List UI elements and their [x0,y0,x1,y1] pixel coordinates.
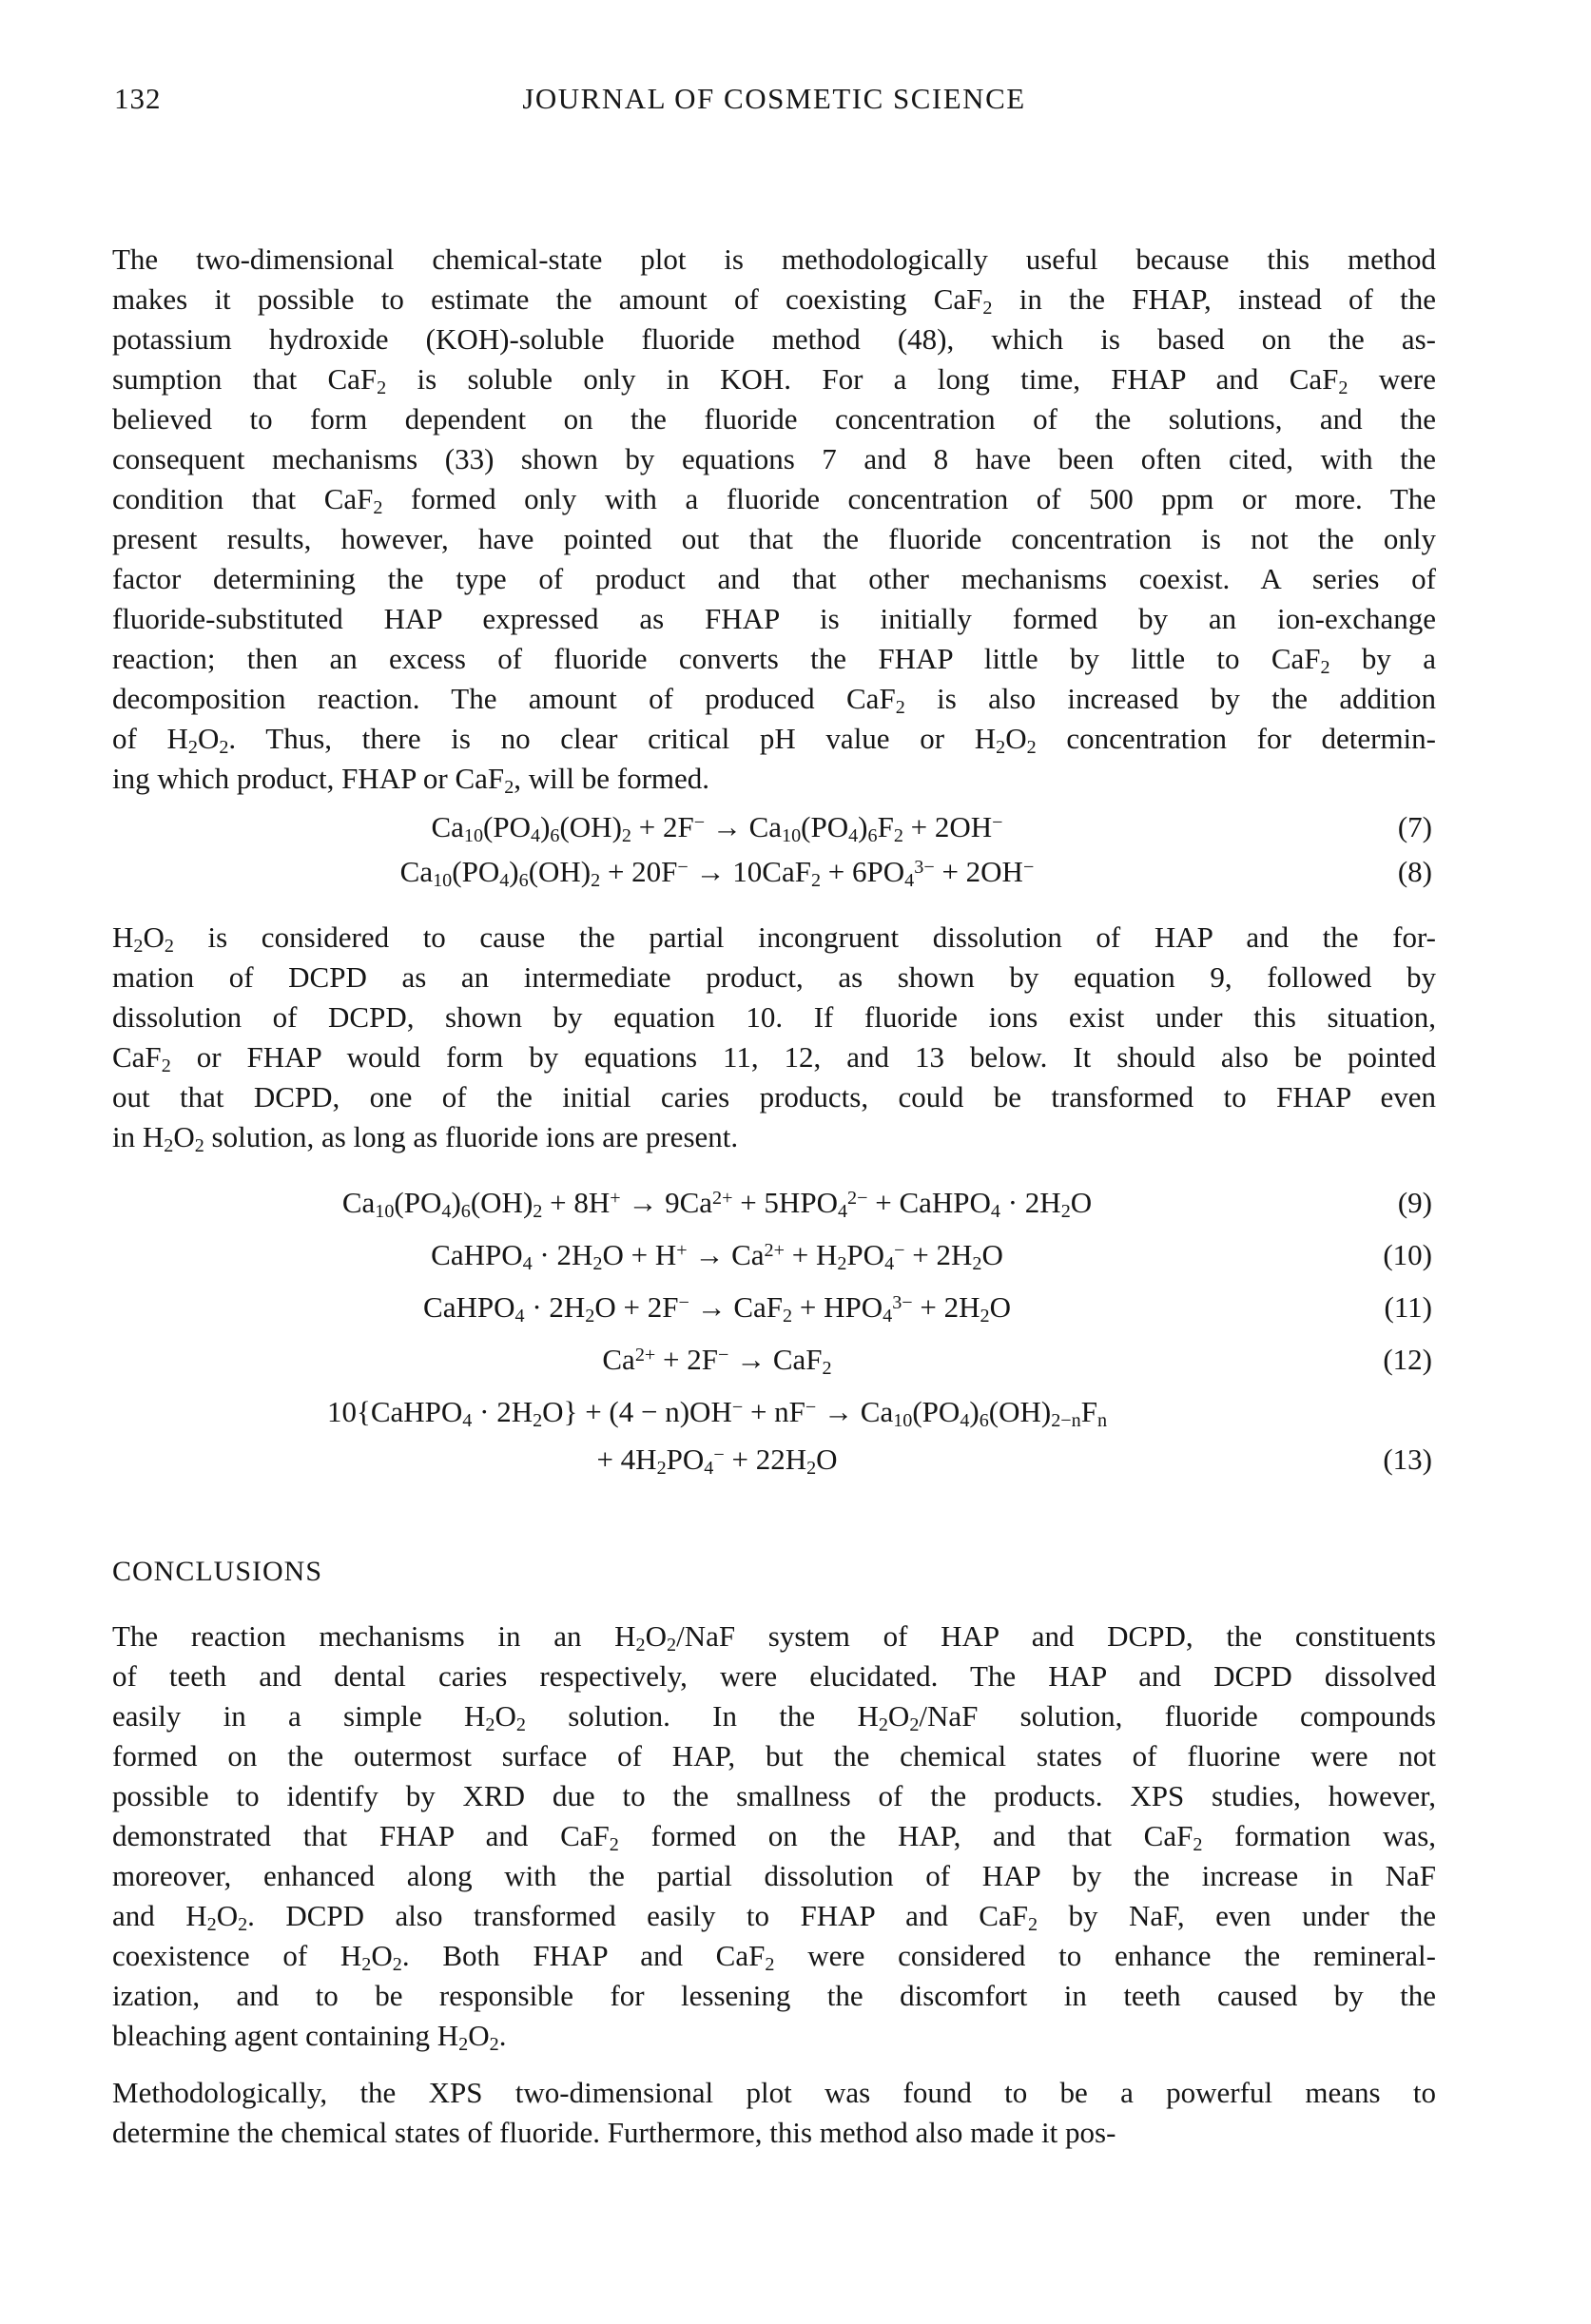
equation-12-number: (12) [1383,1343,1432,1376]
text-line: reaction; then an excess of fluoride converts the FHAP little by little to CaF$_2$ by a [112,642,1436,679]
text-line: and $H_2O_2$. DCPD also transformed easily to FHAP and CaF$_2$ by NaF, even under the [112,1899,1436,1936]
paragraph-h2o2-dissolution [112,918,1436,1157]
text-line: The two-dimensional chemical-state plot is methodologically useful because this method [112,242,1436,276]
text-line: factor determining the type of product and that other mechanisms coexist. A series of [112,562,1436,595]
equation-13-body-line2: + $4H_2PO_4^- + 22H_2O$ [596,1443,838,1480]
equation-8 [112,849,1436,894]
text-line: coexistence of $H_2O_2$. Both FHAP and CaF$_2$ were considered to enhance the remineral- [112,1939,1436,1976]
equation-13-number: (13) [1383,1443,1432,1476]
equation-13-body-line1: 10{CaHPO$_4$ · $2H_2O\} + (4 - n)OH^- + nF^- \to Ca_{10}(PO_4)_6(OH)_{2-n}F_n$ [326,1395,1108,1432]
text-line: mation of DCPD as an intermediate product, as shown by equation 9, followed by [112,960,1436,994]
text-line: of teeth and dental caries respectively, were elucidated. The HAP and DCPD dissolved [112,1659,1436,1693]
text-line: potassium hydroxide (KOH)-soluble fluoride method (48), which is based on the as- [112,322,1436,356]
text-line: CaF$_2$ or FHAP would form by equations 11, 12, and 13 below. It should also be pointed [112,1040,1436,1077]
page-number: 132 [114,82,162,115]
paragraph-conclusions [112,1617,1436,2056]
text-line: Methodologically, the XPS two-dimensional plot was found to be a powerful means to [112,2076,1436,2109]
equation-9-body: $Ca_{10}(PO_4)_6(OH)_2 + 8H^+ \to 9Ca^{2+} + 5HPO_4^{2-}$ + CaHPO$_4$ · $2H_2O$ [341,1186,1093,1223]
text-line: in $H_2O_2$ solution, as long as fluoride ions are present. [112,1120,739,1157]
equation-7-number: (7) [1397,810,1432,843]
text-line: makes it possible to estimate the amount of coexisting CaF$_2$ in the FHAP, instead of the [112,282,1436,320]
text-line: of $H_2O_2$. Thus, there is no clear critical pH value or $H_2O_2$ concentration for determin- [112,722,1436,759]
text-line: moreover, enhanced along with the partial dissolution of HAP by the increase in NaF [112,1859,1436,1892]
equation-7 [112,804,1436,849]
text-line: believed to form dependent on the fluoride concentration of the solutions, and the [112,402,1436,436]
equation-11-number: (11) [1384,1290,1432,1324]
equation-11-body: CaHPO$_4$ · $2H_2O + 2F^- \to CaF_2 + HPO_4^{3-} + 2H_2O$ [423,1290,1011,1327]
equation-8-number: (8) [1397,855,1432,888]
equation-7-body: $Ca_{10}(PO_4)_6(OH)_2 + 2F^- \to Ca_{10}(PO_4)_6F_2 + 2OH^-$ [431,810,1003,847]
text-line: easily in a simple $H_2O_2$ solution. In the $H_2O_2$/NaF solution, fluoride compounds [112,1699,1436,1736]
text-line: ing which product, FHAP or CaF$_2$, will be formed. [112,762,710,799]
equation-13-line1 [112,1385,1436,1438]
equations-9-13 [112,1176,1436,1481]
text-line: consequent mechanisms (33) shown by equations 7 and 8 have been often cited, with the [112,442,1436,475]
page-header [112,82,1436,122]
paragraph-methodological-note [112,2073,1436,2153]
text-line: demonstrated that FHAP and CaF$_2$ formed on the HAP, and that CaF$_2$ formation was, [112,1819,1437,1856]
equation-10 [112,1229,1436,1281]
equation-12 [112,1333,1436,1385]
equation-9-number: (9) [1397,1186,1432,1219]
text-line: formed on the outermost surface of HAP, but the chemical states of fluorine were not [112,1739,1436,1772]
text-line: condition that CaF$_2$ formed only with a fluoride concentration of 500 ppm or more. The [112,482,1436,519]
text-line: The reaction mechanisms in an $H_2O_2$/NaF system of HAP and DCPD, the constituents [112,1619,1436,1656]
text-column [112,82,1436,2153]
equation-11 [112,1281,1436,1333]
paragraph-chemical-state-plot [112,240,1436,799]
equation-13-line2 [112,1438,1436,1481]
equation-8-body: $Ca_{10}(PO_4)_6(OH)_2 + 20F^- \to 10CaF_2 + 6PO_4^{3-} + 2OH^-$ [399,855,1035,892]
text-line: fluoride-substituted HAP expressed as FHAP is initially formed by an ion-exchange [112,602,1436,635]
text-line: out that DCPD, one of the initial caries products, could be transformed to FHAP even [112,1080,1436,1114]
text-line: determine the chemical states of fluoride. Furthermore, this method also made it pos- [112,2116,1116,2149]
equation-10-body: CaHPO$_4$ · $2H_2O + H^+ \to Ca^{2+} + H_2PO_4^- + 2H_2O$ [431,1238,1003,1275]
text-line: dissolution of DCPD, shown by equation 10. If fluoride ions exist under this situation, [112,1000,1436,1034]
text-line: sumption that CaF$_2$ is soluble only in KOH. For a long time, FHAP and CaF$_2$ were [112,362,1436,399]
text-line: decomposition reaction. The amount of produced CaF$_2$ is also increased by the addition [112,682,1436,719]
text-line: possible to identify by XRD due to the smallness of the products. XPS studies, however, [112,1779,1436,1812]
journal-title: JOURNAL OF COSMETIC SCIENCE [522,82,1026,115]
equations-7-8 [112,804,1436,894]
text-line: $H_2O_2$ is considered to cause the partial incongruent dissolution of HAP and the for- [112,920,1436,958]
text-line: bleaching agent containing $H_2O_2$. [112,2019,507,2056]
text-line: ization, and to be responsible for lessening the discomfort in teeth caused by the [112,1979,1436,2012]
equation-10-number: (10) [1383,1238,1432,1271]
equation-9 [112,1176,1436,1229]
equation-12-body: $Ca^{2+} + 2F^- \to CaF_2$ [602,1343,832,1380]
conclusions-heading: CONCLUSIONS [112,1556,323,1587]
text-line: present results, however, have pointed out that the fluoride concentration is not the only [112,522,1436,555]
